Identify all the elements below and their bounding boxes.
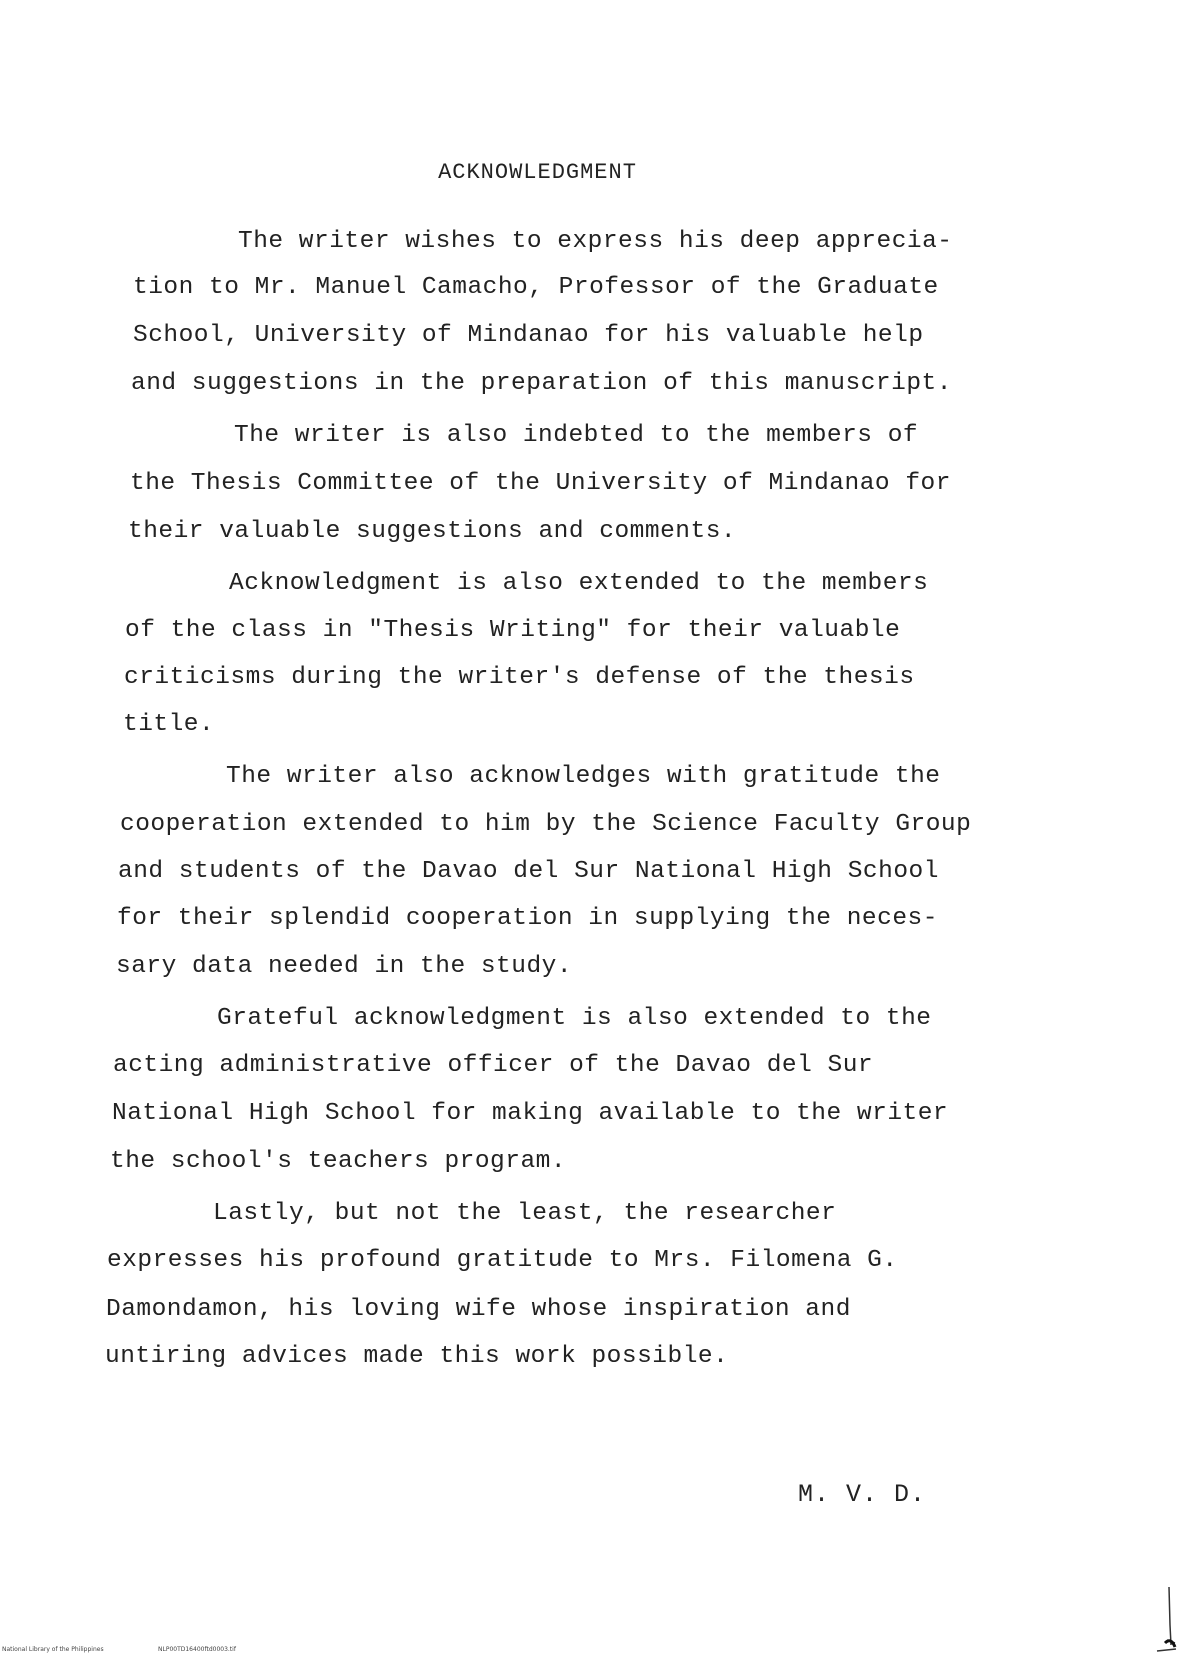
text-line: and suggestions in the preparation of this manuscript. xyxy=(131,370,952,397)
signature-initials: M. V. D. xyxy=(798,1480,927,1509)
text-line: acting administrative officer of the Davao del Sur xyxy=(113,1052,874,1079)
text-line: sary data needed in the study. xyxy=(116,953,573,980)
text-line: their valuable suggestions and comments. xyxy=(128,518,737,545)
text-line: cooperation extended to him by the Science Faculty Group xyxy=(120,811,972,838)
text-line: Grateful acknowledgment is also extended to the xyxy=(217,1005,932,1032)
text-line: The writer wishes to express his deep apprecia- xyxy=(238,228,953,255)
text-line: tion to Mr. Manuel Camacho, Professor of the Graduate xyxy=(133,274,939,301)
text-line: School, University of Mindanao for his valuable help xyxy=(133,322,924,349)
page-title: ACKNOWLEDGMENT xyxy=(438,160,637,185)
scan-artifact-icon xyxy=(1147,1585,1177,1655)
text-line: National High School for making available to the writer xyxy=(112,1100,949,1127)
text-line: Lastly, but not the least, the researcher xyxy=(213,1200,837,1227)
text-line: of the class in "Thesis Writing" for their valuable xyxy=(125,617,901,644)
footer-library: National Library of the Philippines xyxy=(2,1646,104,1653)
text-line: Damondamon, his loving wife whose inspiration and xyxy=(106,1296,851,1323)
footer-file-id: NLP00TD16400ftd0003.tif xyxy=(158,1646,236,1653)
text-line: and students of the Davao del Sur National High School xyxy=(118,858,939,885)
text-line: the school's teachers program. xyxy=(110,1148,567,1175)
text-line: for their splendid cooperation in supplying the neces- xyxy=(117,905,938,932)
text-line: untiring advices made this work possible. xyxy=(105,1343,729,1370)
text-line: expresses his profound gratitude to Mrs. Filomena G. xyxy=(107,1247,898,1274)
text-line: criticisms during the writer's defense of the thesis xyxy=(124,664,915,691)
text-line: The writer is also indebted to the members of xyxy=(234,422,919,449)
text-line: The writer also acknowledges with gratitude the xyxy=(226,763,941,790)
text-line: title. xyxy=(123,711,215,738)
text-line: the Thesis Committee of the University of Mindanao for xyxy=(130,470,951,497)
text-line: Acknowledgment is also extended to the members xyxy=(229,570,929,597)
